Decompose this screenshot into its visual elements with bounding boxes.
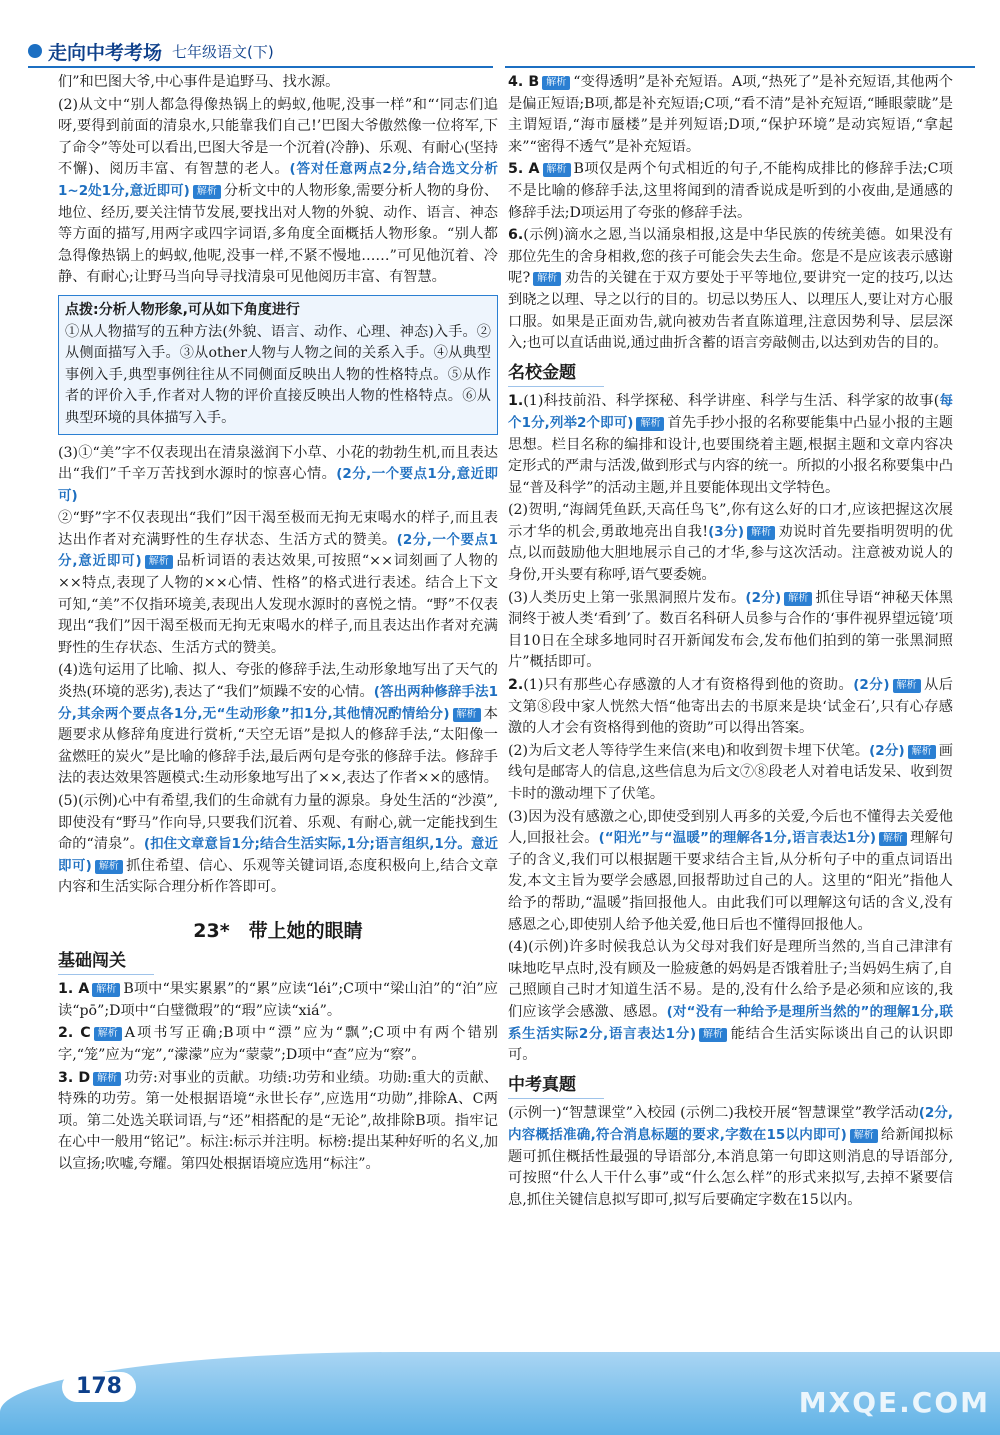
header-rule [28,66,493,68]
question-answer: 1.(1)科技前沿、科学探秘、科学讲座、科学与生活、科学家的故事(每个1分,列举2个即可) 解析 首先手抄小报的名称要能集中凸显小报的主题思想。栏目名称的编排和设计,也要围绕着主题,根据主题和文章内容决定形式的严肃与活泼,做到形式与内容的统一。所拟的小报名称要集中凸显“普及科学”的活动主题,并且要能体现出文学特色。 [508,393,953,496]
question-answer: 2.(1)只有那些心存感激的人才有资格得到他的资助。(2分) 解析 从后文第⑧段中家人恍然大悟“他寄出去的书原来是块‘试金石’,只有心存感激的人才会有资格得到他的资助”可以得出答案。 [508,677,953,737]
tip-box [58,295,498,435]
score-note: (2分,一个要点1分,意近即可) [58,531,498,570]
answer-paragraph: (2)从文中“别人都急得像热锅上的蚂蚁,他呢,没事一样”和“‘同志们追呀,要得到前面的清泉水,只能靠我们自己!’巴图大爷傲然像一位将军,下了命令”等处可以看出,巴图大爷是一个沉着(冷静)、乐观、有耐心(坚持不懈)、阅历丰富、有智慧的老人。(答对任意两点2分,结合选文分析1~2处1分,意近即可) 解析 分析文中的人物形象,需要分析人物的身份、地位、经历,要关注情节发展,要找出对人物的外貌、动作、语言、神态等方面的描写,用两字或四字词语,多角度全面概括人物形象。“别人都急得像热锅上的蚂蚁,他呢,没事一样,不紧不慢地……”可见他沉着、冷静、有耐心;让野马当向导寻找清泉可见他阅历丰富、有智慧。 [58,96,498,286]
analysis-tag: 解析 [747,526,775,540]
analysis-tag: 解析 [193,185,221,199]
section-title: 名校金题 [508,363,604,388]
book-subtitle: 七年级语文(下) [172,42,274,61]
score-note: (3分) [708,523,745,540]
score-note: (2分) [869,742,905,759]
score-note: (“阳光”与“温暖”的理解各1分,语言表达1分) [598,830,877,847]
score-note: (扣住文章意旨1分;结合生活实际,1分;语言组织,1分。意近即可) [58,836,498,874]
analysis-tag: 解析 [94,1027,122,1041]
lesson-title: 23* 带上她的眼睛 [193,919,363,942]
tip-title: 点拨:分析人物形象,可从如下角度进行 [65,301,300,318]
right-column [508,72,953,1352]
answer-paragraph: (示例一)“智慧课堂”入校园 (示例二)我校开展“智慧课堂”教学活动(2分,内容概括准确,符合消息标题的要求,字数在15以内即可) 解析 给新闻拟标题可抓住概括性最强的导语部分,本消息第一句即这则消息的导语部分,可按照“什么人干什么事”或“什么怎么样”的形式来拟写,去掉不紧要信息,抓住关键信息拟写即可,拟写后要确定字数在15以内。 [508,1105,953,1208]
analysis-tag: 解析 [879,832,907,846]
analysis-tag: 解析 [543,163,571,177]
bullet-icon [28,44,42,58]
analysis-tag: 解析 [93,1072,121,1086]
question-answer: 4. B 解析 “变得透明”是补充短语。A项,“热死了”是补充短语,其他两个是偏正短语;B项,都是补充短语;C项,“看不清”是补充短语,“睡眼蒙眬”是主谓短语,“海市蜃楼”是并列短语;D项,“保护环境”是动宾短语,“拿起来”“密得不透气”是补充短语。 [508,74,953,155]
score-note: 每个1分,列举2个即可) [508,393,953,431]
analysis-tag: 解析 [893,679,921,693]
question-answer: 1. A 解析 B项中“果实累累”的“累”应读“léi”;C项中“梁山泊”的“泊”应读“pō”;D项中“白璧微瑕”的“瑕”应读“xiá”。 [58,981,498,1019]
book-title: 走向中考考场 [48,41,163,64]
score-note: (答出两种修辞手法1分,其余两个要点各1分,无“生动形象”扣1分,其他情况酌情给分) [58,684,498,722]
page-header [28,38,498,64]
answer-paragraph: (4)(示例)许多时候我总认为父母对我们好是理所当然的,当自己津津有味地吃早点时,没有顾及一脸疲惫的妈妈是否饿着肚子;当妈妈生病了,自己照顾自己时才知道生活不易。是的,没有什么给予是必须和应该的,我们应该学会感激、感恩。(对“没有一种给予是理所当然的”的理解1分,联系生活实际2分,语言表达1分) 解析 能结合生活实际谈出自己的认识即可。 [508,939,953,1064]
question-answer: 6.(示例)滴水之恩,当以涌泉相报,这是中华民族的传统美德。如果没有那位先生的舍身相救,您的孩子可能会失去生命。您是不是应该表示感谢呢? 解析 劝告的关键在于双方要处于平等地位,要讲究一定的技巧,以达到晓之以理、导之以行的目的。切忌以势压人、以理压人,要让对方心服口服。如果是正面劝告,就向被劝告者直陈道理,注意因势利导、层层深入;也可以直话曲说,通过曲折含蓄的语言旁敲侧击,以达到劝告的目的。 [508,227,953,352]
answer-paragraph: (3)①“美”字不仅表现出在清泉滋润下小草、小花的勃勃生机,而且表达出“我们”千辛万苦找到水源时的惊喜心情。(2分,一个要点1分,意近即可) [58,444,498,504]
score-note: (答对任意两点2分,结合选文分析1~2处1分,意近即可) [58,161,498,199]
header-rule-right [505,66,975,68]
score-note: (对“没有一种给予是理所当然的”的理解1分,联系生活实际2分,语言表达1分) [508,1003,953,1042]
analysis-tag: 解析 [636,417,664,431]
question-answer: 5. A 解析 B项仅是两个句式相近的句子,不能构成排比的修辞手法;C项不是比喻的修辞手法,这里将闻到的清香说成是听到的小夜曲,是通感的修辞手法;D项运用了夸张的修辞手法。 [508,161,953,221]
analysis-tag: 解析 [453,708,481,722]
question-answer: 2. C 解析 A项书写正确;B项中“漂”应为“飘”;C项中有两个错别字,“笼”应为“宠”,“濛濛”应为“蒙蒙”;D项中“查”应为“察”。 [58,1025,498,1063]
analysis-tag: 解析 [533,272,561,286]
answer-paragraph: (3)人类历史上第一张黑洞照片发布。(2分) 解析 抓住导语“神秘天体黑洞终于被人类‘看到’了。数百名科研人员参与合作的‘事件视界望远镜’项目10日在全球多地同时召开新闻发布会,发布他们拍到的第一张黑洞照片”概括即可。 [508,589,953,671]
question-answer: 3. D 解析 功劳:对事业的贡献。功绩:功劳和业绩。功勋:重大的贡献、特殊的功劳。第一处根据语境“永世长存”,应选用“功勋”,排除A、C两项。第二处选关联词语,与“还”相搭配的是“无论”,故排除B项。指牢记在心中一般用“铭记”。标注:标示并注明。标榜:提出某种好听的名义,加以宣扬;吹嘘,夸耀。第四处根据语境应选用“标注”。 [58,1069,498,1172]
score-note: (2分) [745,589,782,606]
analysis-tag: 解析 [145,555,173,569]
section-title: 基础闯关 [58,951,154,976]
analysis-tag: 解析 [542,76,570,90]
answer-paragraph: (3)因为没有感激之心,即使受到别人再多的关爱,今后也不懂得去关爱他人,回报社会。(“阳光”与“温暖”的理解各1分,语言表达1分) 解析 理解句子的含义,我们可以根据题干要求结合主旨,从分析句子中的重点词语出发,本文主旨为要学会感恩,回报帮助过自己的人。这里的“阳光”指他人给予的帮助,“温暖”指回报他人。由此我们可以理解这句话的含义,没有感恩之心,即使别人给予他关爱,他日后也不懂得回报他人。 [508,808,953,933]
answer-paragraph: ②“野”字不仅表现出“我们”因干渴至极而无拘无束喝水的样子,而且表达出作者对充满野性的生存状态、生活方式的赞美。(2分,一个要点1分,意近即可) 解析 品析词语的表达效果,可按照“××词刻画了人物的××特点,表现了人物的××心情、性格”的格式进行表述。结合上下文可知,“美”不仅指环境美,表现出人发现水源时的喜悦之情。“野”不仅表现出“我们”因干渴至极而无拘无束喝水的样子,而且表达出作者对充满野性的生存状态、生活方式的赞美。 [58,510,498,656]
answer-paragraph: (5)(示例)心中有希望,我们的生命就有力量的源泉。身处生活的“沙漠”,即使没有“野马”作向导,只要我们沉着、乐观、有耐心,就一定能找到生命的“清泉”。(扣住文章意旨1分;结合生活实际,1分;语言组织,1分。意近即可) 解析 抓住希望、信心、乐观等关键词语,态度积极向上,结合文章内容和生活实际合理分析作答即可。 [58,793,498,896]
score-note: (2分) [853,677,890,694]
score-note: (2分,一个要点1分,意近即可) [58,466,498,504]
answer-paragraph: (2)贺明,“海阔凭鱼跃,天高任鸟飞”,你有这么好的口才,应该把握这次展示才华的机会,勇敢地亮出自我!(3分) 解析 劝说时首先要指明贺明的优点,以而鼓励他大胆地展示自己的才华,参与这次活动。注意被劝说人的身份,开头要有称呼,语气要委婉。 [508,502,953,584]
analysis-tag: 解析 [699,1028,727,1042]
analysis-tag: 解析 [95,860,123,874]
left-column [58,72,498,1352]
page-number: 178 [62,1372,136,1402]
answer-paragraph: (2)为后文老人等待学生来信(来电)和收到贺卡埋下伏笔。(2分) 解析 画线句是邮寄人的信息,这些信息为后文⑦⑧段老人对着电话发呆、收到贺卡时的激动埋下了伏笔。 [508,742,953,802]
watermark: MXQE.COM [798,1386,990,1419]
section-title: 中考真题 [508,1075,604,1100]
analysis-tag: 解析 [92,983,120,997]
tip-text: ①从人物描写的五种方法(外貌、语言、动作、心理、神态)入手。②从侧面描写入手。③从other人物与人物之间的关系入手。④从典型事例入手,典型事例往往从不同侧面反映出人物的性格特点。⑤从作者的评价入手,作者对人物的评价直接反映出人物的性格特点。⑥从典型环境的具体描写入手。 [65,323,491,426]
answer-paragraph: (4)选句运用了比喻、拟人、夸张的修辞手法,生动形象地写出了天气的炎热(环境的恶劣),表达了“我们”烦躁不安的心情。(答出两种修辞手法1分,其余两个要点各1分,无“生动形象”扣1分,其他情况酌情给分) 解析 本题要求从修辞角度进行赏析,“天空无语”是拟人的修辞手法,“太阳像一盆燃旺的炭火”是比喻的修辞手法,最后两句是夸张的修辞手法。修辞手法的表达效果答题模式:生动形象地写出了××,表达了作者××的感情。 [58,662,498,787]
analysis-tag: 解析 [908,745,936,759]
analysis-tag: 解析 [850,1129,878,1143]
answer-text: 们”和巴图大爷,中心事件是追野马、找水源。 [58,74,340,90]
analysis-tag: 解析 [784,592,812,606]
score-note: (2分,内容概括准确,符合消息标题的要求,字数在15以内即可) [508,1105,953,1143]
